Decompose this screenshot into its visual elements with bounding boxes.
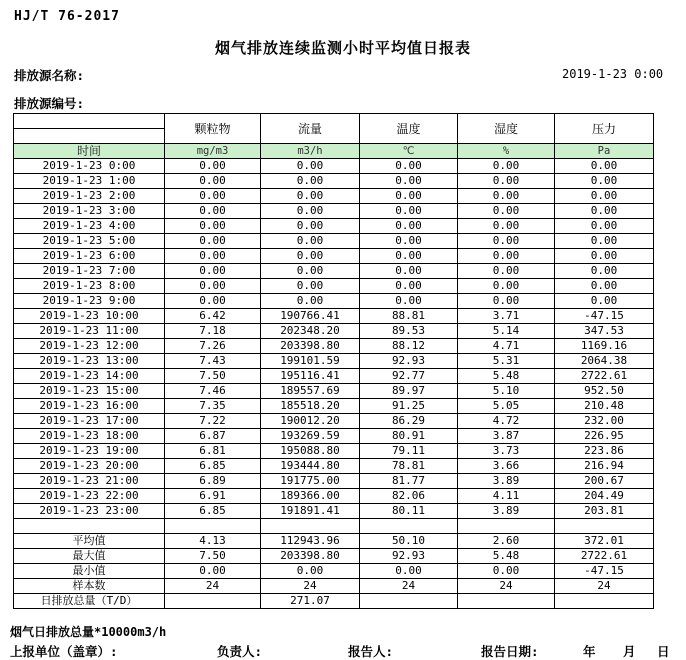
cell-value: 0.00 (261, 294, 360, 309)
cell-value: 5.05 (458, 399, 555, 414)
reporter-label: 报告人: (348, 644, 394, 659)
cell-value: 0.00 (261, 204, 360, 219)
summary-row (14, 534, 654, 549)
cell-value: 82.06 (360, 489, 458, 504)
report-table (13, 113, 654, 609)
cell-value: 2064.38 (555, 354, 654, 369)
cell-value: 7.22 (165, 414, 261, 429)
cell-empty (555, 519, 654, 534)
cell-value: 0.00 (555, 279, 654, 294)
cell-value: 0.00 (458, 234, 555, 249)
cell-time: 2019-1-23 1:00 (14, 174, 165, 189)
cell-value: 223.86 (555, 444, 654, 459)
cell-time: 2019-1-23 18:00 (14, 429, 165, 444)
table-row (14, 174, 654, 189)
cell-value: 92.77 (360, 369, 458, 384)
month-label: 月 (623, 644, 636, 659)
year-label: 年 (583, 644, 596, 659)
summary-row (14, 594, 654, 609)
cell-summary-value: 24 (165, 579, 261, 594)
cell-summary-value: 112943.96 (261, 534, 360, 549)
cell-value: 81.77 (360, 474, 458, 489)
cell-value: 0.00 (165, 174, 261, 189)
day-label: 日 (657, 644, 670, 659)
column-header-pressure: 压力 (555, 114, 654, 144)
cell-value: 0.00 (165, 264, 261, 279)
cell-value: 0.00 (458, 294, 555, 309)
cell-value: 0.00 (261, 249, 360, 264)
cell-empty (165, 519, 261, 534)
cell-value: 7.50 (165, 369, 261, 384)
cell-value: 5.14 (458, 324, 555, 339)
unit-flow: m3/h (261, 144, 360, 159)
cell-value: 0.00 (555, 204, 654, 219)
cell-value: 0.00 (555, 219, 654, 234)
cell-value: 0.00 (360, 279, 458, 294)
unit-humidity: % (458, 144, 555, 159)
table-row (14, 459, 654, 474)
unit-row (14, 144, 654, 159)
cell-time: 2019-1-23 2:00 (14, 189, 165, 204)
cell-time: 2019-1-23 16:00 (14, 399, 165, 414)
cell-value: 88.81 (360, 309, 458, 324)
cell-value: 216.94 (555, 459, 654, 474)
cell-time: 2019-1-23 15:00 (14, 384, 165, 399)
cell-value: 0.00 (555, 159, 654, 174)
header-rows (14, 114, 654, 159)
cell-value: 86.29 (360, 414, 458, 429)
cell-value: 204.49 (555, 489, 654, 504)
cell-value: 0.00 (165, 204, 261, 219)
cell-value: 0.00 (261, 174, 360, 189)
cell-value: 7.35 (165, 399, 261, 414)
cell-time: 2019-1-23 17:00 (14, 414, 165, 429)
table-row (14, 444, 654, 459)
cell-time: 2019-1-23 14:00 (14, 369, 165, 384)
table-row (14, 189, 654, 204)
table-row (14, 219, 654, 234)
cell-time: 2019-1-23 5:00 (14, 234, 165, 249)
cell-value: 0.00 (555, 174, 654, 189)
cell-summary-value: 4.13 (165, 534, 261, 549)
cell-value: 191775.00 (261, 474, 360, 489)
standard-code: HJ/T 76-2017 (14, 9, 120, 24)
table-row (14, 489, 654, 504)
table-row (14, 294, 654, 309)
cell-value: 7.46 (165, 384, 261, 399)
cell-summary-value: 24 (261, 579, 360, 594)
table-row (14, 369, 654, 384)
responsible-person-label: 负责人: (217, 644, 263, 659)
time-header-blank-top (14, 114, 165, 129)
column-header-pm: 颗粒物 (165, 114, 261, 144)
table-row (14, 159, 654, 174)
report-datetime: 2019-1-23 0:00 (562, 67, 664, 81)
cell-empty (360, 519, 458, 534)
cell-value: 88.12 (360, 339, 458, 354)
cell-value: 3.89 (458, 474, 555, 489)
table-row (14, 354, 654, 369)
cell-value: 0.00 (555, 234, 654, 249)
cell-value: 0.00 (458, 279, 555, 294)
cell-summary-value: 92.93 (360, 549, 458, 564)
cell-value: 3.89 (458, 504, 555, 519)
cell-value: 193444.80 (261, 459, 360, 474)
cell-time: 2019-1-23 9:00 (14, 294, 165, 309)
cell-value: 0.00 (360, 264, 458, 279)
cell-value: 190012.20 (261, 414, 360, 429)
table-row (14, 339, 654, 354)
cell-summary-value: 0.00 (261, 564, 360, 579)
spacer-row (14, 519, 654, 534)
cell-value: 4.11 (458, 489, 555, 504)
cell-value: 952.50 (555, 384, 654, 399)
cell-value: 0.00 (360, 234, 458, 249)
time-header: 时间 (14, 144, 165, 159)
cell-summary-label: 平均值 (14, 534, 165, 549)
cell-time: 2019-1-23 11:00 (14, 324, 165, 339)
table-row (14, 234, 654, 249)
cell-time: 2019-1-23 4:00 (14, 219, 165, 234)
cell-value: 200.67 (555, 474, 654, 489)
report-date-label: 报告日期: (481, 644, 539, 659)
cell-value: 0.00 (458, 174, 555, 189)
cell-value: 89.97 (360, 384, 458, 399)
cell-time: 2019-1-23 19:00 (14, 444, 165, 459)
column-header-temperature: 温度 (360, 114, 458, 144)
cell-summary-label: 最大值 (14, 549, 165, 564)
cell-value: 191891.41 (261, 504, 360, 519)
cell-value: 0.00 (458, 189, 555, 204)
cell-value: 203.81 (555, 504, 654, 519)
cell-time: 2019-1-23 8:00 (14, 279, 165, 294)
table-row (14, 414, 654, 429)
cell-value: 0.00 (261, 264, 360, 279)
cell-value: 0.00 (360, 219, 458, 234)
cell-value: 0.00 (165, 294, 261, 309)
table-row (14, 264, 654, 279)
source-name-label: 排放源名称: (14, 68, 85, 83)
cell-value: 7.43 (165, 354, 261, 369)
cell-value: 195116.41 (261, 369, 360, 384)
cell-empty (261, 519, 360, 534)
cell-value: 195088.80 (261, 444, 360, 459)
cell-value: 0.00 (458, 204, 555, 219)
cell-summary-value: 50.10 (360, 534, 458, 549)
cell-value: 91.25 (360, 399, 458, 414)
cell-value: 0.00 (360, 174, 458, 189)
cell-value: 189366.00 (261, 489, 360, 504)
cell-value: 2722.61 (555, 369, 654, 384)
cell-value: 203398.80 (261, 339, 360, 354)
table-row (14, 324, 654, 339)
cell-value: 0.00 (261, 219, 360, 234)
cell-summary-value: 5.48 (458, 549, 555, 564)
cell-value: 0.00 (555, 294, 654, 309)
cell-summary-value (165, 594, 261, 609)
cell-time: 2019-1-23 23:00 (14, 504, 165, 519)
cell-summary-value: 2.60 (458, 534, 555, 549)
cell-summary-value: 0.00 (458, 564, 555, 579)
cell-value: 0.00 (165, 189, 261, 204)
summary-row (14, 564, 654, 579)
cell-value: 347.53 (555, 324, 654, 339)
cell-value: 6.87 (165, 429, 261, 444)
cell-value: 0.00 (165, 234, 261, 249)
cell-value: 80.91 (360, 429, 458, 444)
cell-value: 79.11 (360, 444, 458, 459)
cell-value: 0.00 (360, 294, 458, 309)
cell-summary-value (555, 594, 654, 609)
page-title: 烟气排放连续监测小时平均值日报表 (214, 39, 471, 57)
table-row (14, 279, 654, 294)
cell-value: 92.93 (360, 354, 458, 369)
cell-value: 190766.41 (261, 309, 360, 324)
cell-summary-value: 203398.80 (261, 549, 360, 564)
cell-time: 2019-1-23 13:00 (14, 354, 165, 369)
cell-summary-value: 24 (458, 579, 555, 594)
table-row (14, 249, 654, 264)
cell-empty (458, 519, 555, 534)
cell-value: 0.00 (165, 249, 261, 264)
cell-value: 4.72 (458, 414, 555, 429)
cell-value: 6.85 (165, 459, 261, 474)
cell-value: 0.00 (165, 219, 261, 234)
cell-value: 78.81 (360, 459, 458, 474)
cell-value: 7.26 (165, 339, 261, 354)
cell-value: 1169.16 (555, 339, 654, 354)
cell-value: 6.91 (165, 489, 261, 504)
cell-summary-value: 0.00 (165, 564, 261, 579)
cell-value: 0.00 (261, 279, 360, 294)
report-unit-label: 上报单位（盖章）: (10, 644, 118, 659)
cell-value: 6.85 (165, 504, 261, 519)
cell-value: 0.00 (555, 249, 654, 264)
cell-value: 185518.20 (261, 399, 360, 414)
cell-value: 0.00 (261, 159, 360, 174)
table-row (14, 474, 654, 489)
summary-row (14, 549, 654, 564)
cell-value: 0.00 (458, 249, 555, 264)
table-row (14, 399, 654, 414)
summary-row (14, 579, 654, 594)
cell-summary-label: 样本数 (14, 579, 165, 594)
table-row (14, 384, 654, 399)
cell-time: 2019-1-23 7:00 (14, 264, 165, 279)
cell-value: 0.00 (360, 204, 458, 219)
cell-value: 3.87 (458, 429, 555, 444)
cell-value: 0.00 (261, 234, 360, 249)
cell-value: 6.89 (165, 474, 261, 489)
cell-summary-value (360, 594, 458, 609)
cell-value: 232.00 (555, 414, 654, 429)
cell-value: 6.81 (165, 444, 261, 459)
table-row (14, 309, 654, 324)
cell-value: 0.00 (360, 159, 458, 174)
cell-time: 2019-1-23 0:00 (14, 159, 165, 174)
cell-value: 199101.59 (261, 354, 360, 369)
cell-value: 5.10 (458, 384, 555, 399)
data-rows (14, 159, 654, 534)
cell-value: 0.00 (458, 264, 555, 279)
cell-summary-value: 0.00 (360, 564, 458, 579)
cell-time: 2019-1-23 20:00 (14, 459, 165, 474)
cell-value: 6.42 (165, 309, 261, 324)
cell-summary-value: 24 (555, 579, 654, 594)
cell-value: 0.00 (261, 189, 360, 204)
flow-note: 烟气日排放总量*10000m3/h (10, 625, 167, 639)
cell-value: 0.00 (360, 249, 458, 264)
cell-time: 2019-1-23 21:00 (14, 474, 165, 489)
cell-time: 2019-1-23 6:00 (14, 249, 165, 264)
time-header-blank-bottom (14, 129, 165, 144)
cell-value: 0.00 (555, 189, 654, 204)
column-header-humidity: 湿度 (458, 114, 555, 144)
cell-summary-value: 24 (360, 579, 458, 594)
cell-value: -47.15 (555, 309, 654, 324)
cell-time: 2019-1-23 3:00 (14, 204, 165, 219)
cell-value: 5.48 (458, 369, 555, 384)
table-row (14, 429, 654, 444)
source-code-label: 排放源编号: (14, 96, 85, 111)
cell-value: 89.53 (360, 324, 458, 339)
cell-value: 226.95 (555, 429, 654, 444)
cell-value: 0.00 (458, 219, 555, 234)
cell-value: 189557.69 (261, 384, 360, 399)
summary-rows (14, 534, 654, 609)
cell-summary-value: 372.01 (555, 534, 654, 549)
cell-summary-value: 7.50 (165, 549, 261, 564)
cell-value: 5.31 (458, 354, 555, 369)
cell-value: 210.48 (555, 399, 654, 414)
header-row-top (14, 114, 654, 129)
cell-summary-label: 日排放总量（T/D） (14, 594, 165, 609)
cell-summary-value: 271.07 (261, 594, 360, 609)
cell-summary-value (458, 594, 555, 609)
cell-value: 0.00 (165, 159, 261, 174)
cell-value: 0.00 (458, 159, 555, 174)
unit-pressure: Pa (555, 144, 654, 159)
cell-value: 4.71 (458, 339, 555, 354)
cell-value: 0.00 (555, 264, 654, 279)
cell-value: 193269.59 (261, 429, 360, 444)
cell-time: 2019-1-23 22:00 (14, 489, 165, 504)
cell-time: 2019-1-23 10:00 (14, 309, 165, 324)
cell-value: 7.18 (165, 324, 261, 339)
cell-value: 202348.20 (261, 324, 360, 339)
cell-value: 3.71 (458, 309, 555, 324)
cell-value: 80.11 (360, 504, 458, 519)
column-header-flow: 流量 (261, 114, 360, 144)
cell-summary-value: -47.15 (555, 564, 654, 579)
cell-summary-label: 最小值 (14, 564, 165, 579)
cell-value: 3.66 (458, 459, 555, 474)
cell-empty (14, 519, 165, 534)
cell-value: 0.00 (360, 189, 458, 204)
cell-summary-value: 2722.61 (555, 549, 654, 564)
cell-value: 3.73 (458, 444, 555, 459)
table-row (14, 504, 654, 519)
unit-pm: mg/m3 (165, 144, 261, 159)
table-row (14, 204, 654, 219)
cell-value: 0.00 (165, 279, 261, 294)
cell-time: 2019-1-23 12:00 (14, 339, 165, 354)
unit-temperature: ℃ (360, 144, 458, 159)
